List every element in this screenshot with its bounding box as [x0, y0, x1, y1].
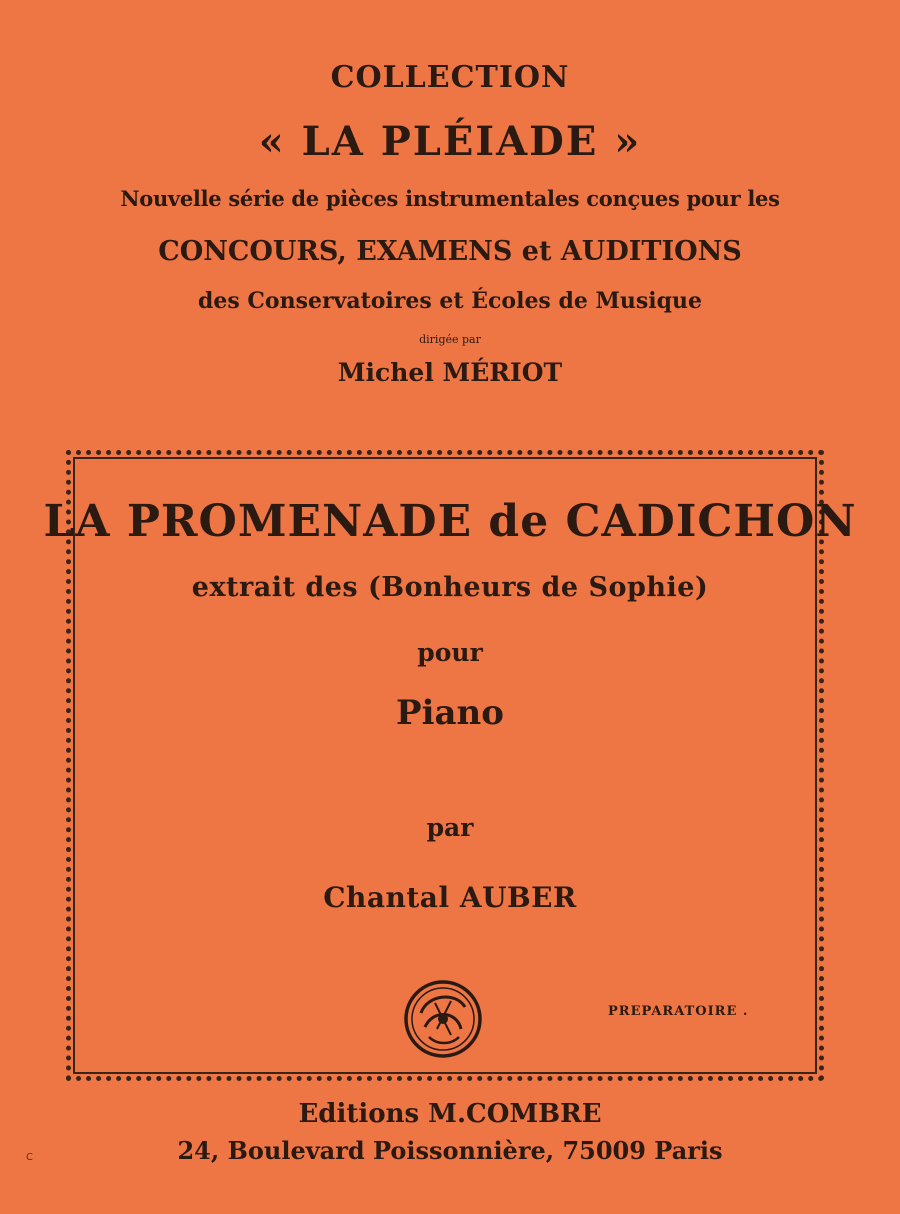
series-purpose: CONCOURS, EXAMENS et AUDITIONS [158, 236, 742, 267]
series-subtitle: Nouvelle série de pièces instrumentales conçues pour les [120, 186, 780, 211]
series-name: « LA PLÉIADE » [258, 118, 642, 165]
publisher-name: Editions M.COMBRE [298, 1099, 602, 1129]
difficulty-level: PREPARATOIRE . [608, 1004, 749, 1019]
publisher-address: 24, Boulevard Poissonnière, 75009 Paris [177, 1136, 723, 1165]
series-director: Michel MÉRIOT [337, 358, 563, 387]
instrument-name: Piano [396, 693, 504, 733]
publisher-emblem-icon [403, 979, 483, 1059]
series-schools: des Conservatoires et Écoles de Musique [197, 288, 702, 314]
work-title: LA PROMENADE de CADICHON [43, 496, 857, 547]
collection-heading: COLLECTION [330, 60, 570, 95]
margin-mark: C [26, 1152, 33, 1163]
work-extract-note: extrait des (Bonheurs de Sophie) [191, 572, 709, 603]
for-label: pour [417, 638, 483, 667]
by-label: par [426, 813, 474, 842]
composer-name: Chantal AUBER [323, 881, 577, 914]
directed-by-label: dirigée par [419, 333, 481, 346]
